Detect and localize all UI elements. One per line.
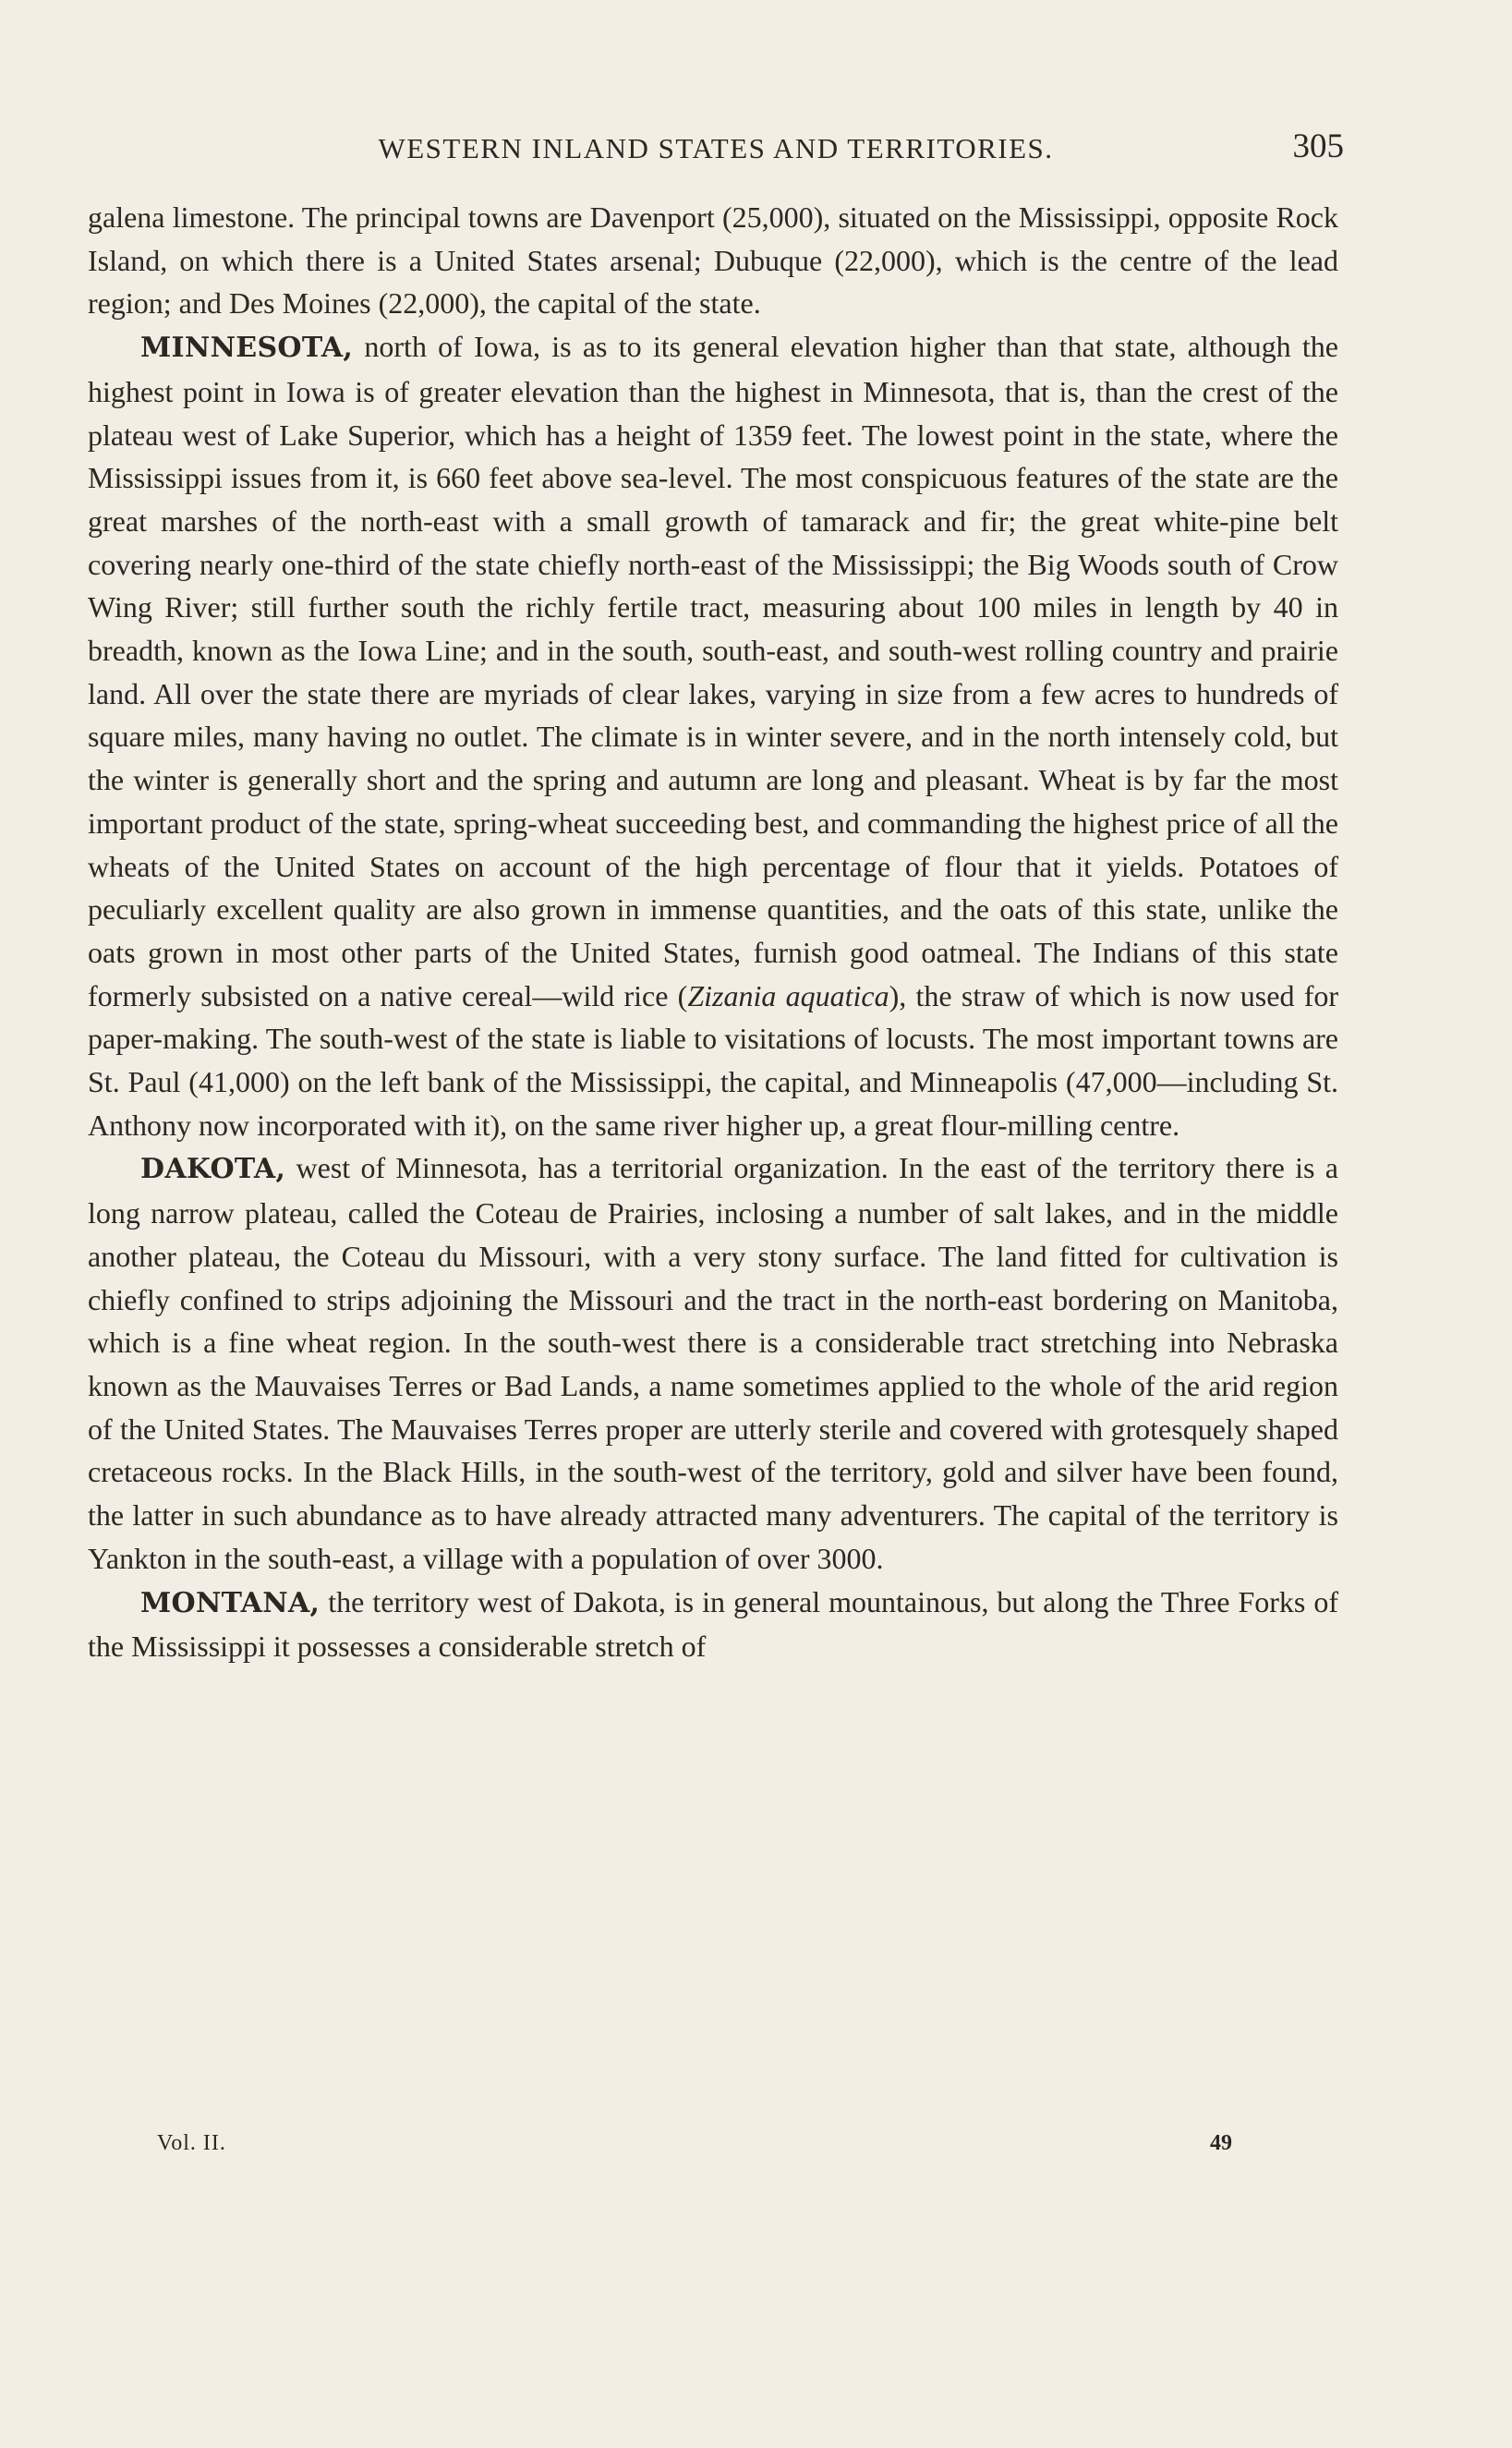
paragraph-minnesota xyxy=(88,325,1338,1146)
latin-name: Zizania aquatica xyxy=(687,978,889,1012)
paragraph-dakota xyxy=(88,1146,1338,1580)
section-heading-montana: MONTANA, xyxy=(140,1586,321,1619)
paragraph-iowa-continued xyxy=(88,196,1338,325)
paragraph-text: west of Minnesota, has a territorial organization. In the east of the territory there is a long narrow plateau, called the Coteau de Prairies, inclosing a number of salt lakes, and in the middle another plateau, the Coteau du Missouri, with a very stony surface. The land fitted for cultivation is chiefly confined to strips adjoining the Missouri and the tract in the north-east bordering on Manitoba, which is a fine wheat region. In the south-west there is a considerable tract stretching into Nebraska known as the Mauvaises Terres or Bad Lands, a name sometimes applied to the whole of the arid region of the United States. The Mauvaises Terres proper are utterly sterile and covered with grotesquely shaped cretaceous rocks. In the Black Hills, in the south-west of the territory, gold and silver have been found, the latter in such abundance as to have already attracted many adventurers. The capital of the territory is Yankton in the south-east, a village with a population of over 3000. xyxy=(88,1151,1338,1575)
paragraph-text: the territory west of Dakota, is in general mountainous, but along the Three Forks of the Mississippi it possesses a considerable stretch of xyxy=(88,1584,1338,1664)
paragraph-montana xyxy=(88,1581,1338,1668)
paragraph-text: galena limestone. The principal towns are Davenport (25,000), situated on the Mississippi, opposite Rock Island, on which there is a United States arsenal; Dubuque (22,000), which is the centre of the lead region; and Des Moines (22,000), the capital of the state. xyxy=(88,200,1338,321)
page-footer xyxy=(88,2131,1344,2168)
section-heading-dakota: DAKOTA, xyxy=(140,1153,286,1186)
section-heading-minnesota: MINNESOTA, xyxy=(140,332,354,365)
volume-mark: Vol. II. xyxy=(157,2131,226,2155)
running-head xyxy=(88,127,1344,173)
running-title: WESTERN INLAND STATES AND TERRITORIES. xyxy=(378,132,1054,164)
page-number: 305 xyxy=(1292,127,1344,165)
paragraph-text: north of Iowa, is as to its general elevation higher than that state, although the highest point in Iowa is of greater elevation than the highest in Minnesota, that is, than the crest of the plateau west of Lake Superior, which has a height of 1359 feet. The lowest point in the state, where the Mississippi issues from it, is 660 feet above sea-level. The most conspicuous features of the state are the great marshes of the north-east with a small growth of tamarack and fir; the great white-pine belt covering nearly one-third of the state chiefly north-east of the Mississippi; the Big Woods south of Crow Wing River; still further south the richly fertile tract, measuring about 100 miles in length by 40 in breadth, known as the Iowa Line; and in the south, south-east, and south-west rolling country and prairie land. All over the state there are myriads of clear lakes, varying in size from a few acres to hundreds of square miles, many having no outlet. The climate is in winter severe, and in the north intensely cold, but the winter is generally short and the spring and autumn are long and pleasant. Wheat is by far the most important product of the state, spring-wheat succeeding best, and commanding the highest price of all the wheats of the United States on account of the high percentage of flour that it yields. Potatoes of peculiarly excellent quality are also grown in immense quantities, and the oats of this state, unlike the oats grown in most other parts of the United States, furnish good oatmeal. The Indians of this state formerly subsisted on a native cereal—wild rice (Zizania aquatica), the straw of which is now used for paper-making. The south-west of the state is liable to visitations of locusts. The most important towns are St. Paul (41,000) on the left bank of the Mississippi, the capital, and Minneapolis (47,000—including St. Anthony now incorporated with it), on the same river higher up, a great flour-milling centre. xyxy=(88,330,1339,1142)
signature-mark: 49 xyxy=(1210,2131,1232,2155)
body-text xyxy=(88,196,1338,1668)
